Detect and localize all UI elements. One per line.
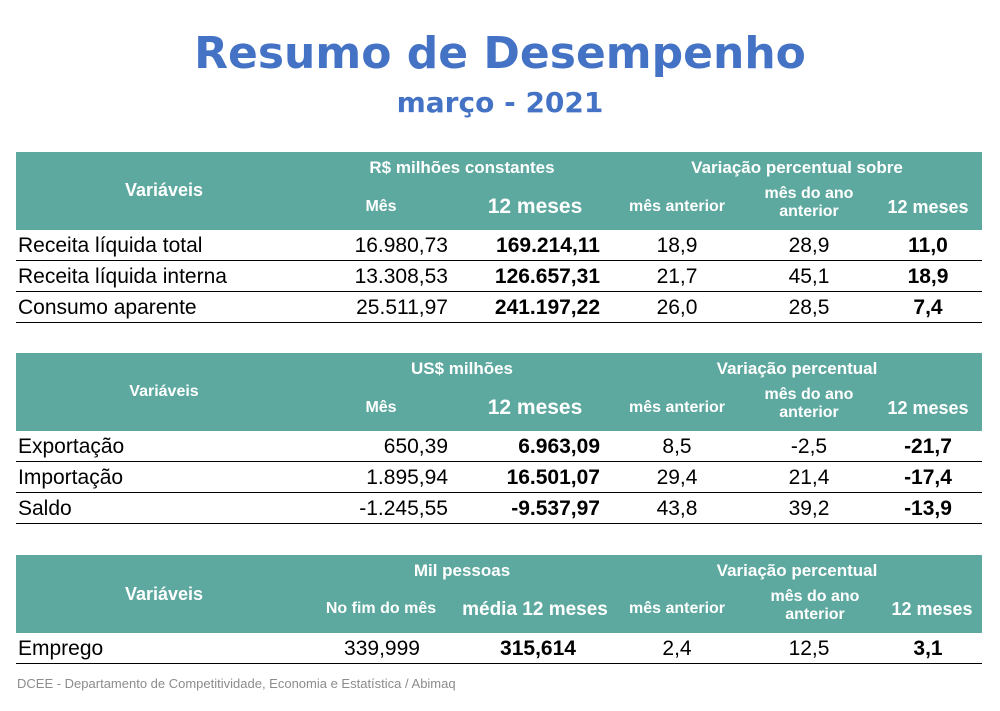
table-row <box>16 261 982 292</box>
cell-var-12m: -17,4 <box>904 466 952 489</box>
col-header-12m-var: 12 meses <box>887 197 969 217</box>
page-title: Resumo de Desempenho <box>194 28 806 79</box>
row-label: Emprego <box>18 637 104 660</box>
cell-12m: 241.197,22 <box>494 296 600 319</box>
cell-var-prev-month: 18,9 <box>656 234 698 257</box>
col-header-12m: média 12 meses <box>462 599 608 620</box>
table-header <box>16 555 982 633</box>
col-header-prev-year: mês do ano anterior <box>770 588 860 624</box>
table-row <box>16 230 982 261</box>
cell-var-12m: 11,0 <box>908 234 948 257</box>
row-label: Exportação <box>18 435 125 458</box>
cell-var-prev-year: 12,5 <box>788 637 830 660</box>
group-header-values: R$ milhões constantes <box>369 158 555 177</box>
col-header-month: No fim do mês <box>325 600 437 617</box>
row-label: Receita líquida total <box>18 234 203 257</box>
group-header-variation: Variação percentual sobre <box>691 158 903 177</box>
group-header-variation: Variação percentual <box>716 359 878 378</box>
row-label: Consumo aparente <box>18 296 197 319</box>
cell-var-prev-year: 21,4 <box>788 466 830 489</box>
cell-12m: 6.963,09 <box>518 435 600 458</box>
col-header-prev-year: mês do ano anterior <box>764 386 854 422</box>
row-label: Importação <box>18 466 124 489</box>
cell-month: 650,39 <box>383 435 448 458</box>
col-header-prev-year: mês do ano anterior <box>764 185 854 221</box>
cell-month: 16.980,73 <box>354 234 448 257</box>
cell-var-prev-month: 21,7 <box>656 265 698 288</box>
cell-var-prev-year: 39,2 <box>788 497 830 520</box>
table-row <box>16 633 982 664</box>
cell-var-prev-month: 2,4 <box>662 637 692 660</box>
cell-month: 339,999 <box>344 637 420 660</box>
cell-var-prev-year: -2,5 <box>790 435 828 458</box>
col-header-12m: 12 meses <box>487 396 583 419</box>
cell-var-12m: 18,9 <box>907 265 949 288</box>
cell-12m: 315,614 <box>500 637 576 660</box>
group-header-values: US$ milhões <box>410 359 514 378</box>
cell-var-12m: 7,4 <box>913 296 943 319</box>
cell-var-prev-month: 8,5 <box>662 435 692 458</box>
cell-var-prev-year: 28,9 <box>788 234 830 257</box>
table-row <box>16 431 982 462</box>
table-row <box>16 292 982 323</box>
col-header-prev-month: mês anterior <box>628 198 726 215</box>
table-header <box>16 353 982 431</box>
cell-month: 1.895,94 <box>366 466 448 489</box>
group-header-variation: Variação percentual <box>716 561 878 580</box>
row-label: Receita líquida interna <box>18 265 227 288</box>
cell-12m: 169.214,11 <box>496 234 600 257</box>
col-header-12m-var: 12 meses <box>887 398 969 418</box>
cell-12m: 126.657,31 <box>494 265 600 288</box>
table-header <box>16 152 982 230</box>
page-subtitle: março - 2021 <box>396 86 604 119</box>
cell-month: 25.511,97 <box>356 296 448 319</box>
footer-source: DCEE - Departamento de Competitividade, Economia e Estatística / Abimaq <box>17 676 456 691</box>
row-label: Saldo <box>18 497 72 520</box>
col-header-month: Mês <box>365 198 397 215</box>
cell-12m: -9.537,97 <box>511 497 600 520</box>
col-header-prev-month: mês anterior <box>628 600 726 617</box>
cell-month: -1.245,55 <box>359 497 448 520</box>
cell-var-prev-year: 28,5 <box>788 296 830 319</box>
variables-header: Variáveis <box>124 180 204 200</box>
table-row <box>16 493 982 524</box>
cell-var-prev-month: 26,0 <box>656 296 698 319</box>
col-header-prev-month: mês anterior <box>628 399 726 416</box>
variables-header: Variáveis <box>124 584 204 604</box>
cell-month: 13.308,53 <box>354 265 448 288</box>
cell-var-prev-year: 45,1 <box>788 265 830 288</box>
cell-var-12m: 3,1 <box>913 637 943 660</box>
table-row <box>16 462 982 493</box>
cell-var-12m: -21,7 <box>904 435 952 458</box>
cell-12m: 16.501,07 <box>506 466 600 489</box>
col-header-12m-var: 12 meses <box>891 599 973 619</box>
col-header-month: Mês <box>365 399 397 416</box>
cell-var-12m: -13,9 <box>904 497 952 520</box>
col-header-12m: 12 meses <box>487 195 583 218</box>
variables-header: Variáveis <box>129 383 199 400</box>
cell-var-prev-month: 29,4 <box>656 466 698 489</box>
cell-var-prev-month: 43,8 <box>656 497 698 520</box>
group-header-values: Mil pessoas <box>413 561 511 580</box>
